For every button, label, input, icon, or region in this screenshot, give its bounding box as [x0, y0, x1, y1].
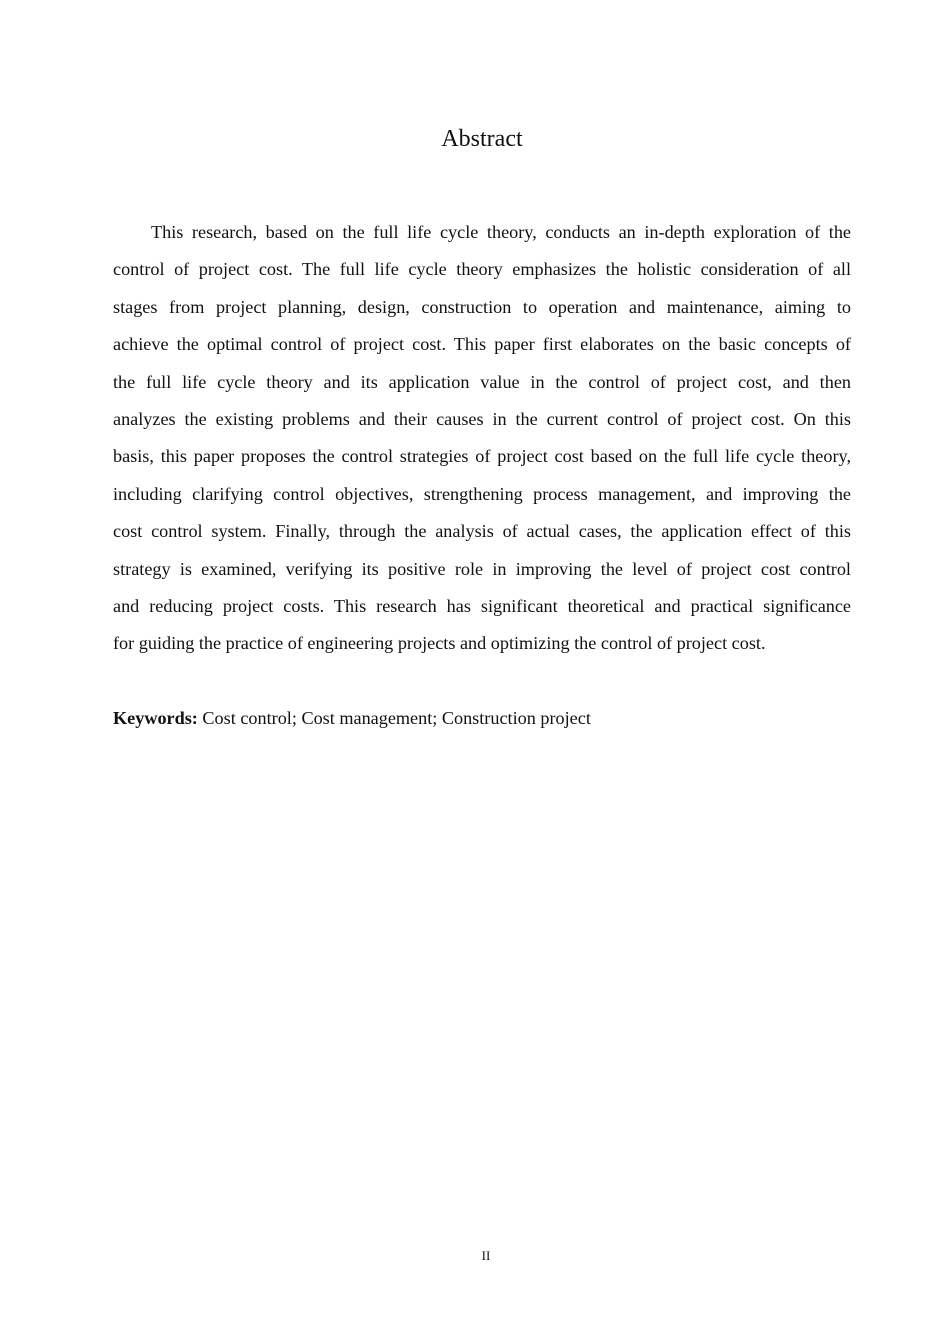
- abstract-line: and reducing project costs. This research has significant theoretical and practical significance: [113, 595, 851, 616]
- abstract-line: cost control system. Finally, through the analysis of actual cases, the application effect of this: [113, 521, 851, 542]
- abstract-body: [113, 218, 851, 667]
- abstract-title: Abstract: [441, 126, 523, 152]
- abstract-line: control of project cost. The full life cycle theory emphasizes the holistic consideration of all: [113, 259, 851, 280]
- keywords-value: Cost control; Cost management; Construction project: [197, 708, 591, 728]
- abstract-line: basis, this paper proposes the control strategies of project cost based on the full life cycle theory,: [113, 446, 851, 467]
- keywords: [113, 704, 591, 732]
- abstract-line: analyzes the existing problems and their causes in the current control of project cost. On this: [113, 408, 851, 429]
- abstract-line: strategy is examined, verifying its positive role in improving the level of project cost control: [113, 558, 851, 579]
- abstract-line: stages from project planning, design, construction to operation and maintenance, aiming to: [113, 296, 851, 317]
- abstract-line: the full life cycle theory and its application value in the control of project cost, and then: [113, 371, 851, 392]
- abstract-line: This research, based on the full life cycle theory, conducts an in-depth exploration of the: [151, 222, 851, 242]
- keywords-label: Keywords:: [113, 708, 198, 728]
- abstract-line: achieve the optimal control of project cost. This paper first elaborates on the basic concepts of: [113, 334, 851, 355]
- abstract-line: including clarifying control objectives, strengthening process management, and improving the: [113, 483, 851, 504]
- page-number: II: [481, 1248, 491, 1263]
- abstract-line: for guiding the practice of engineering projects and optimizing the control of project cost.: [113, 633, 766, 654]
